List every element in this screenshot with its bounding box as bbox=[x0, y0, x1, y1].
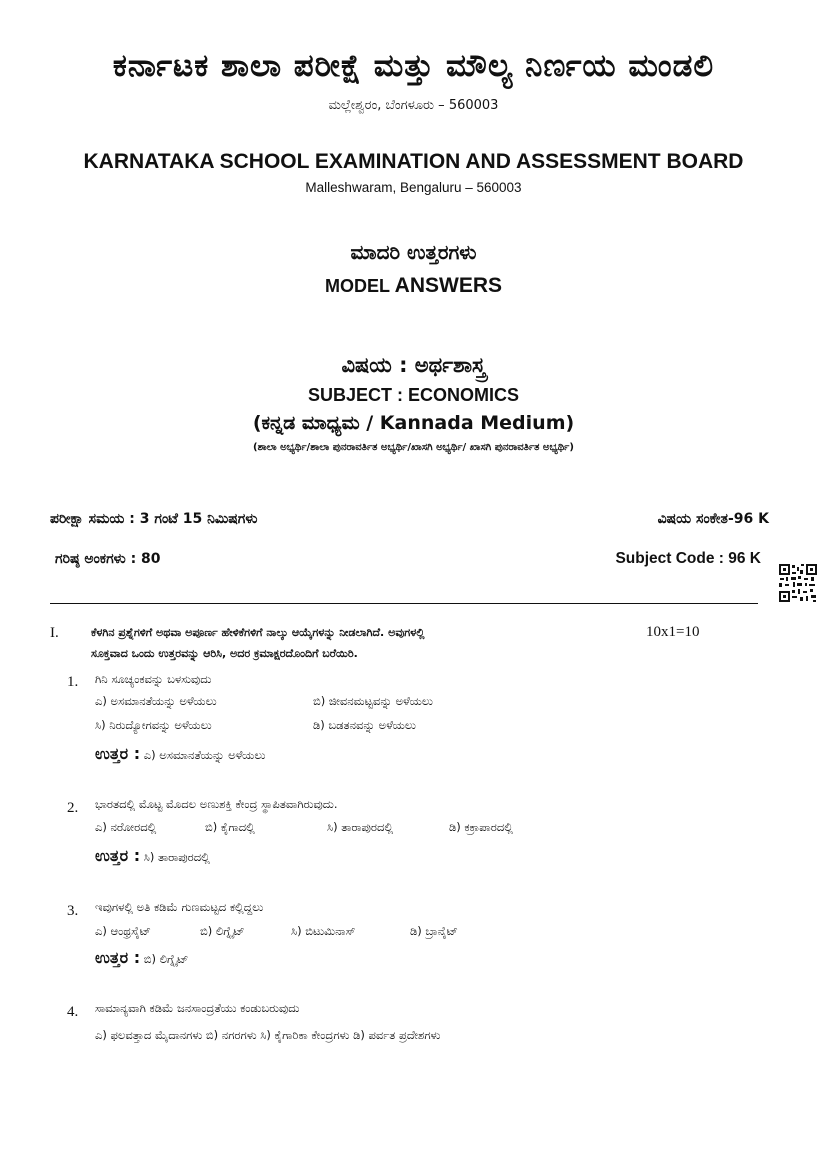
model-answers-kannada: ಮಾದರಿ ಉತ್ತರಗಳು bbox=[350, 240, 477, 264]
subject-code-kannada: ವಿಷಯ ಸಂಕೇತ-96 K bbox=[657, 511, 769, 527]
option: ಎ) ಅಸಮಾನತೆಯನ್ನು ಅಳೆಯಲು bbox=[95, 694, 217, 708]
option: ಸಿ) ಬಿಟುಮಿನಾಸ್ bbox=[291, 924, 356, 938]
option: ಡಿ) ಬಡತನವನ್ನು ಅಳೆಯಲು bbox=[313, 718, 416, 732]
answer-label: ಉತ್ತರ : bbox=[95, 948, 141, 967]
answers-word: ANSWERS bbox=[394, 274, 502, 297]
model-answers-english bbox=[0, 274, 827, 298]
instruction-line: ಕೆಳಗಿನ ಪ್ರಶ್ನೆಗಳಿಗೆ ಅಥವಾ ಅಪೂರ್ಣ ಹೇಳಿಕೆಗಳಿಗೆ ನಾಲ್ಕು ಆಯ್ಕೆಗಳನ್ನು ನೀಡಲಾಗಿದೆ. ಅವುಗಳಲ್ಲಿ bbox=[91, 626, 425, 639]
board-title-kannada: ಕರ್ನಾಟಕ ಶಾಲಾ ಪರೀಕ್ಷೆ ಮತ್ತು ಮೌಲ್ಯ ನಿರ್ಣಯ ಮಂಡಲಿ bbox=[112, 48, 715, 84]
option: ಡಿ) ಕಕ್ರಾಪಾರದಲ್ಲಿ bbox=[449, 820, 513, 834]
option: ಸಿ) ತಾರಾಪುರದಲ್ಲಿ bbox=[327, 820, 394, 834]
question-number: 4. bbox=[67, 1004, 79, 1020]
option: ಬಿ) ಕೈಗಾದಲ್ಲಿ bbox=[205, 820, 255, 834]
question-number: 1. bbox=[67, 674, 79, 690]
question-text: ಭಾರತದಲ್ಲಿ ಮೊಟ್ಟ ಮೊದಲ ಅಣುಶಕ್ತಿ ಕೇಂದ್ರ ಸ್ಥಾಪಿತವಾಗಿರುವುದು. bbox=[95, 797, 338, 811]
subject-code-english: Subject Code : 96 K bbox=[615, 550, 761, 567]
question-number: 3. bbox=[67, 903, 79, 919]
option: ಡಿ) ಬ್ರಾನೈಟ್ bbox=[410, 924, 458, 938]
section-marks: 10x1=10 bbox=[646, 624, 700, 640]
answer bbox=[95, 948, 188, 968]
exam-duration: ಪರೀಕ್ಷಾ ಸಮಯ : 3 ಗಂಟೆ 15 ನಿಮಿಷಗಳು bbox=[50, 511, 258, 527]
question-text: ಸಾಮಾನ್ಯವಾಗಿ ಕಡಿಮೆ ಜನಸಾಂದ್ರತೆಯು ಕಂಡುಬರುವುದು bbox=[95, 1001, 300, 1015]
subject-english: SUBJECT : ECONOMICS bbox=[307, 385, 520, 405]
option: ಬಿ) ಲಿಗ್ನೈಟ್ bbox=[200, 924, 245, 938]
board-address-english: Malleshwaram, Bengaluru – 560003 bbox=[305, 180, 522, 195]
option: ಎ) ಆಂಥ್ರಸೈಟ್ bbox=[95, 924, 151, 938]
instruction-line: ಸೂಕ್ತವಾದ ಒಂದು ಉತ್ತರವನ್ನು ಆರಿಸಿ, ಅದರ ಕ್ರಮಾಕ್ಷರದೊಂದಿಗೆ ಬರೆಯಿರಿ. bbox=[91, 647, 358, 660]
board-title-english: KARNATAKA SCHOOL EXAMINATION AND ASSESSMENT BOARD bbox=[83, 150, 744, 173]
answer bbox=[95, 744, 265, 764]
medium-label: (ಕನ್ನಡ ಮಾಧ್ಯಮ / Kannada Medium) bbox=[252, 412, 575, 434]
answer bbox=[95, 846, 210, 866]
question-number: 2. bbox=[67, 800, 79, 816]
subject-kannada: ವಿಷಯ : ಅರ್ಥಶಾಸ್ತ್ರ bbox=[341, 353, 486, 377]
option: ಬಿ) ಜೀವನಮಟ್ಟವನ್ನು ಅಳೆಯಲು bbox=[313, 694, 433, 708]
board-address-kannada: ಮಲ್ಲೇಶ್ವರಂ, ಬೆಂಗಳೂರು – 560003 bbox=[328, 98, 499, 113]
header-divider bbox=[50, 603, 758, 604]
answer-label: ಉತ್ತರ : bbox=[95, 846, 141, 865]
question-text: ಇವುಗಳಲ್ಲಿ ಅತಿ ಕಡಿಮೆ ಗುಣಮಟ್ಟದ ಕಲ್ಲಿದ್ದಲು bbox=[95, 900, 264, 914]
answer-text: ಬಿ) ಲಿಗ್ನೈಟ್ bbox=[143, 952, 189, 966]
model-word: MODEL bbox=[324, 276, 395, 296]
answer-text: ಎ) ಅಸಮಾನತೆಯನ್ನು ಅಳೆಯಲು bbox=[143, 748, 266, 762]
answer-text: ಸಿ) ತಾರಾಪುರದಲ್ಲಿ bbox=[143, 850, 210, 864]
section-instructions bbox=[91, 622, 611, 664]
qr-code bbox=[778, 563, 818, 603]
candidate-types: (ಶಾಲಾ ಅಭ್ಯರ್ಥಿ/ಶಾಲಾ ಪುನರಾವರ್ತಿತ ಅಭ್ಯರ್ಥಿ/ಖಾಸಗಿ ಅಭ್ಯರ್ಥಿ/ ಖಾಸಗಿ ಪುನರಾವರ್ತಿತ ಅಭ್ಯರ್ಥಿ) bbox=[253, 442, 574, 453]
question-text: ಗಿನಿ ಸೂಚ್ಯಂಕವನ್ನು ಬಳಸುವುದು bbox=[95, 672, 212, 686]
section-number: I. bbox=[50, 625, 59, 641]
max-marks: ಗರಿಷ್ಠ ಅಂಕಗಳು : 80 bbox=[55, 551, 161, 567]
option: ಸಿ) ನಿರುದ್ಯೋಗವನ್ನು ಅಳೆಯಲು bbox=[95, 718, 212, 732]
options-line: ಎ) ಫಲವತ್ತಾದ ಮೈದಾನಗಳು ಬಿ) ನಗರಗಳು ಸಿ) ಕೈಗಾರಿಕಾ ಕೇಂದ್ರಗಳು ಡಿ) ಪರ್ವತ ಪ್ರದೇಶಗಳು bbox=[95, 1028, 441, 1042]
answer-label: ಉತ್ತರ : bbox=[95, 744, 141, 763]
option: ಎ) ನರೋರದಲ್ಲಿ bbox=[95, 820, 157, 834]
